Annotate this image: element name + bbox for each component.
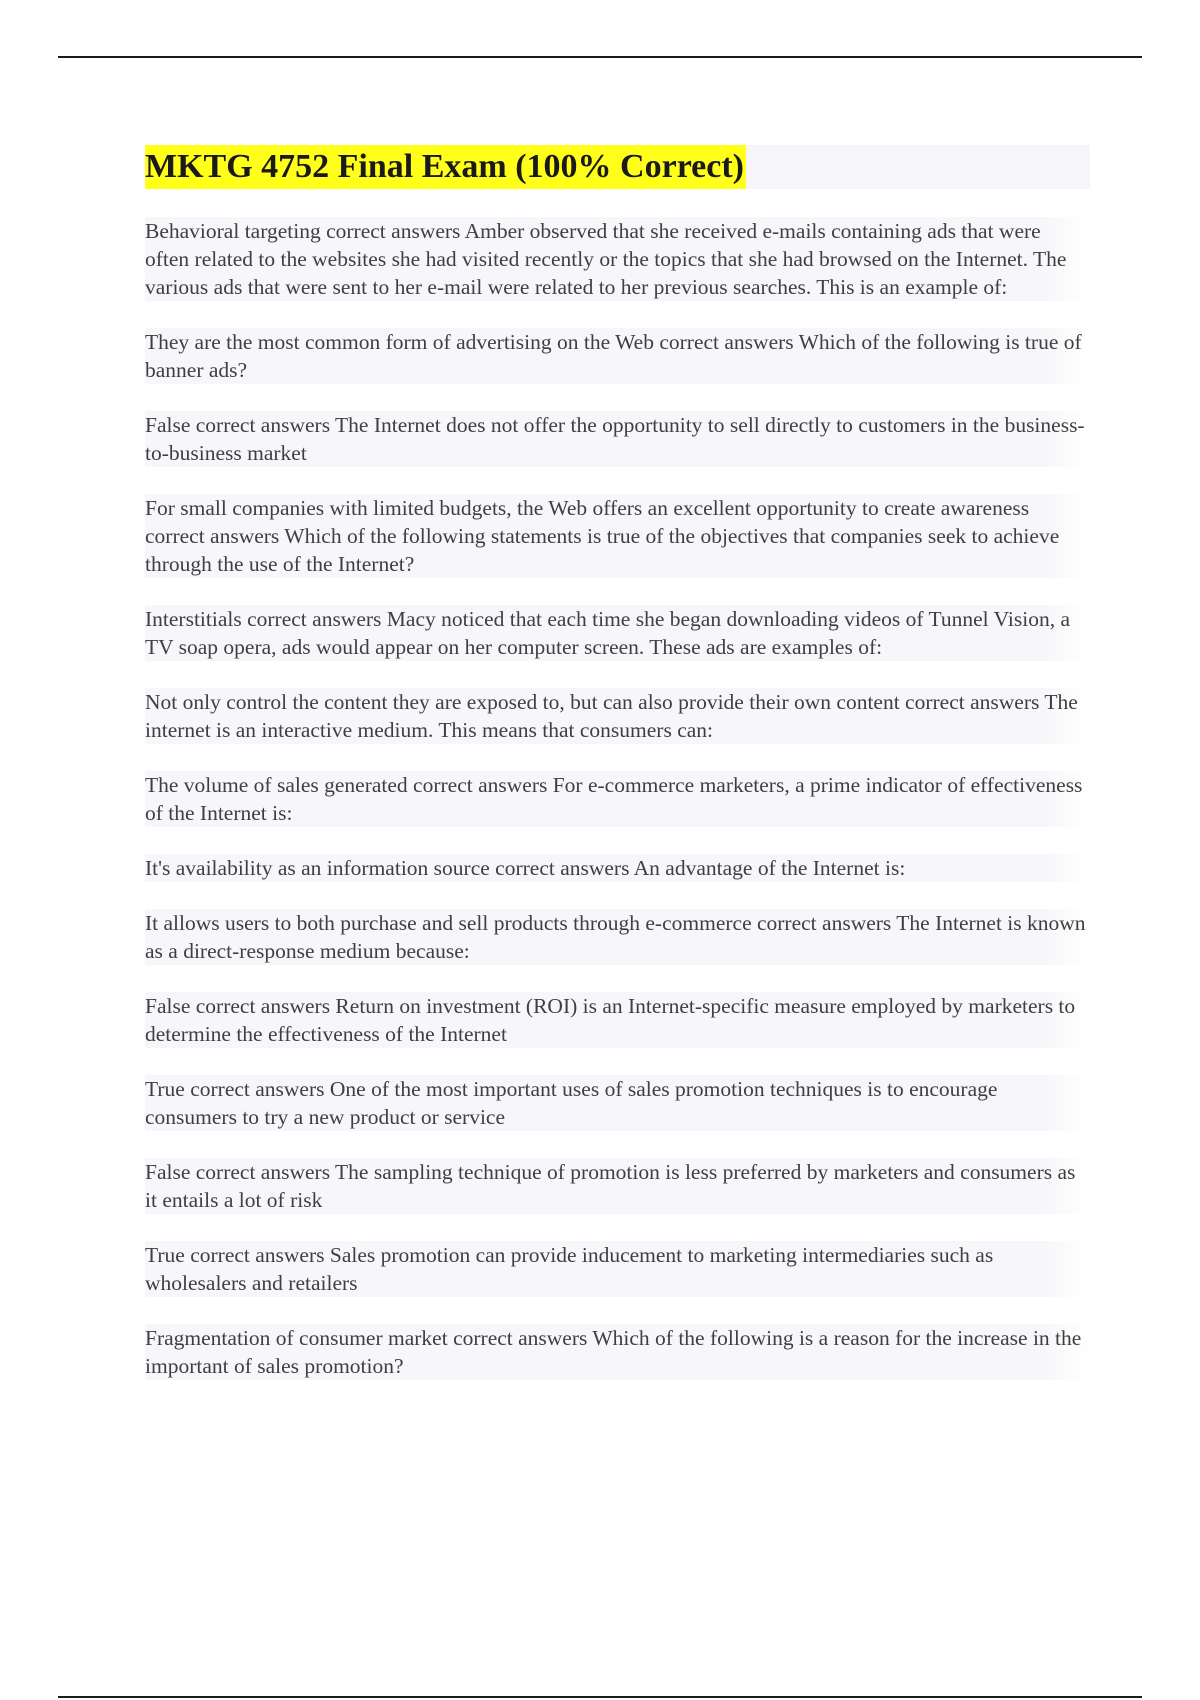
qa-item: False correct answers The sampling technique of promotion is less preferred by marketers and consumers as it entails a lot of risk (145, 1158, 1090, 1214)
qa-item: They are the most common form of advertising on the Web correct answers Which of the following is true of banner ads? (145, 328, 1090, 384)
qa-item: False correct answers Return on investment (ROI) is an Internet-specific measure employed by marketers to determine the effectiveness of the Internet (145, 992, 1090, 1048)
qa-item: Interstitials correct answers Macy noticed that each time she began downloading videos of Tunnel Vision, a TV soap opera, ads would appear on her computer screen. These ads are examples of: (145, 605, 1090, 661)
qa-item: The volume of sales generated correct answers For e-commerce marketers, a prime indicator of effectiveness of the Internet is: (145, 771, 1090, 827)
bottom-divider (58, 1696, 1142, 1698)
qa-item: False correct answers The Internet does not offer the opportunity to sell directly to customers in the business-to-business market (145, 411, 1090, 467)
qa-item: True correct answers One of the most important uses of sales promotion techniques is to encourage consumers to try a new product or service (145, 1075, 1090, 1131)
title-bar (145, 145, 1090, 189)
qa-item: It allows users to both purchase and sell products through e-commerce correct answers The Internet is known as a direct-response medium because: (145, 909, 1090, 965)
document-title: MKTG 4752 Final Exam (100% Correct) (145, 145, 746, 189)
document-body (145, 145, 1090, 1407)
top-divider (58, 56, 1142, 58)
qa-item: For small companies with limited budgets, the Web offers an excellent opportunity to create awareness correct answers Which of the following statements is true of the objectives that companies seek to achieve through the use of the Internet? (145, 494, 1090, 578)
qa-item: Behavioral targeting correct answers Amber observed that she received e-mails containing ads that were often related to the websites she had visited recently or the topics that she had browsed on the Internet. The various ads that were sent to her e-mail were related to her previous searches. This is an example of: (145, 217, 1090, 301)
qa-item: True correct answers Sales promotion can provide inducement to marketing intermediaries such as wholesalers and retailers (145, 1241, 1090, 1297)
qa-item: Not only control the content they are exposed to, but can also provide their own content correct answers The internet is an interactive medium. This means that consumers can: (145, 688, 1090, 744)
qa-item: Fragmentation of consumer market correct answers Which of the following is a reason for the increase in the important of sales promotion? (145, 1324, 1090, 1380)
qa-item: It's availability as an information source correct answers An advantage of the Internet is: (145, 854, 1090, 882)
